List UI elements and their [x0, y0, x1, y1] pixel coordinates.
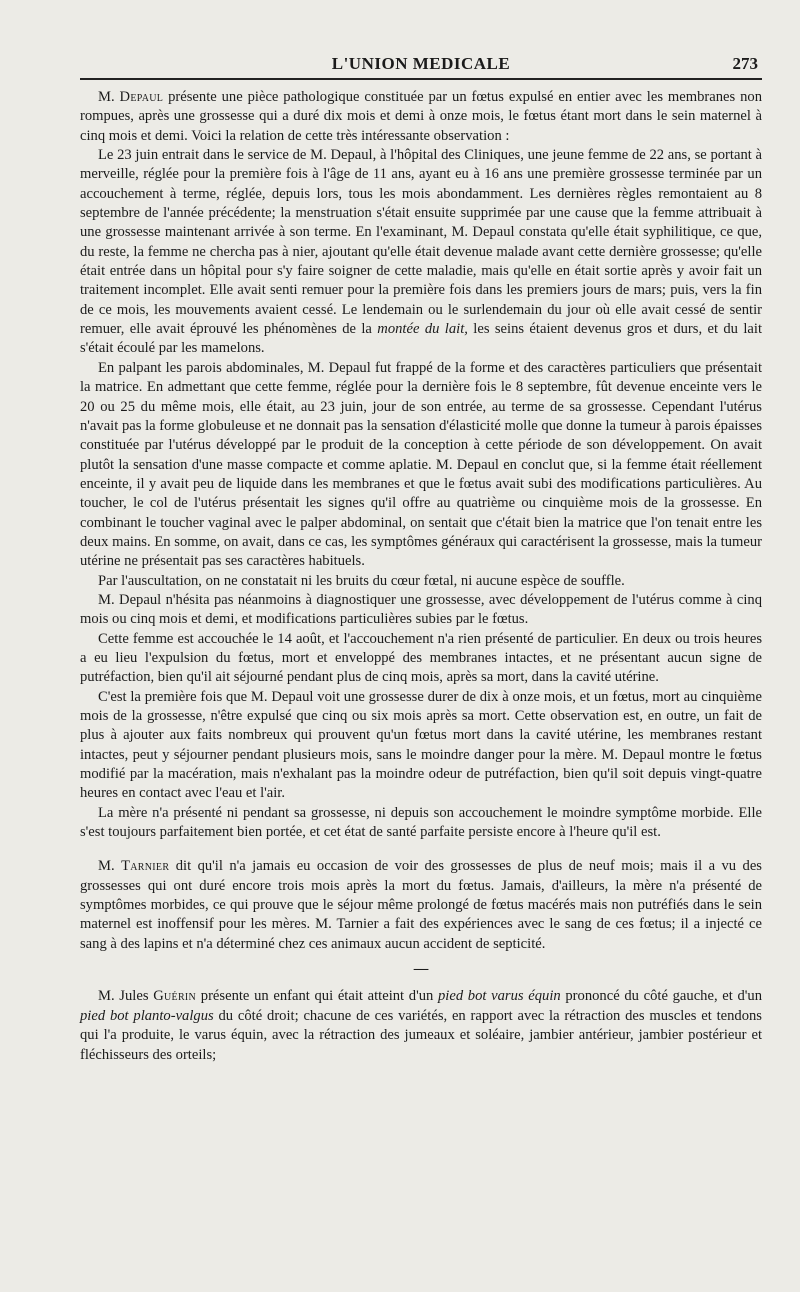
article-body: [80, 88, 762, 1065]
paragraph-text: En palpant les parois abdominales, M. Depaul fut frappé de la forme et des caractères particuliers que présentait la matrice. En admettant que cette femme, réglée pour la dernière fois le 8 septembre, fût devenue enceinte vers le 20 ou 25 du même mois, elle était, au 23 juin, jour de son entrée, au terme de sa grossesse. Cependant l'utérus n'avait pas la forme globuleuse et ne donnait pas la sensation d'élasticité molle que donne la tumeur à parois épaisses constituée par l'utérus développé par le produit de la conception à cette période de son développement. On avait plutôt la sensation d'une masse compacte et comme aplatie. M. Depaul en conclut que, si la femme était réellement enceinte, il y avait peu de liquide dans les membranes et que le fœtus avait subi des modifications particulières. Au toucher, le col de l'utérus présentait les signes qu'il offre au quatrième ou cinquième mois de la grossesse. En combinant le toucher vaginal avec le palper abdominal, on sentait que c'était bien la matrice que l'on tenait entre les deux mains. En somme, on avait, dans ce cas, les symptômes généraux qui caractérisent la grossesse, mais la tumeur utérine ne présentait pas ses caractères habituels.: [80, 359, 762, 570]
paragraph-text: présente une pièce pathologique constituée par un fœtus expulsé en entier avec les membranes non rompues, après une grossesse qui a duré dix mois et demi à onze mois, le fœtus étant mort dans le sein maternel à cinq mois et demi. Voici la relation de cette très intéressante observation :: [80, 89, 762, 144]
speaker-prefix: M.: [98, 89, 120, 105]
paragraph-text: Cette femme est accouchée le 14 août, et l'accouchement n'a rien présenté de particulier. En deux ou trois heures a eu lieu l'expulsion du fœtus, mort et enveloppé des membranes intactes, et ne présentant aucun signe de putréfaction, bien qu'il ait séjourné pendant plus de cinq mois, après sa mort, dans la cavité utérine.: [80, 630, 762, 686]
paragraph: [80, 857, 762, 954]
page-number: 273: [732, 54, 758, 73]
paragraph-text: M. Depaul n'hésita pas néanmoins à diagnostiquer une grossesse, avec développement de l'utérus comme à cinq mois ou cinq mois et demi, et modifications particulières subies par le fœtus.: [80, 591, 762, 628]
paragraph-text: du côté droit; chacune de ces variétés, en rapport avec la rétraction des muscles et tendons qui l'a produite, le varus équin, avec la rétraction des jumeaux et soléaire, jambier antérieur, jambier postérieur et fléchisseurs des orteils;: [80, 1007, 762, 1063]
paragraph: [80, 591, 762, 630]
italic-term: montée du lait,: [377, 321, 468, 338]
page-header: [80, 48, 762, 80]
italic-term: pied bot planto-valgus: [80, 1007, 214, 1024]
paragraph-text: Par l'auscultation, on ne constatait ni les bruits du cœur fœtal, ni aucune espèce de souffle.: [98, 572, 625, 589]
paragraph-text: C'est la première fois que M. Depaul voit une grossesse durer de dix à onze mois, et un fœtus, mort au cinquième mois de la grossesse, n'être expulsé que cinq ou six mois après sa mort. Cette observation est, en outre, un fait de plus à ajouter aux faits nombreux qui prouvent qu'un fœtus mort dans la cavité utérine, les membranes restant intactes, peut y séjourner pendant plusieurs mois, sans le moindre danger pour la mère. M. Depaul montre le fœtus modifié par la macération, mais n'exhalant pas la moindre odeur de putréfaction, bien qu'il soit depuis vingt-quatre heures en contact avec l'eau et l'air.: [80, 688, 762, 802]
speaker-name: Depaul: [119, 89, 164, 105]
paragraph-text: prononcé du côté gauche, et d'un: [560, 988, 763, 1005]
paragraph-text: La mère n'a présenté ni pendant sa grossesse, ni depuis son accouchement le moindre symptôme morbide. Elle s'est toujours parfaitement bien portée, et cet état de santé parfaite persiste encore à l'heure qu'il est.: [80, 804, 762, 841]
speaker-prefix: M. Jules: [98, 988, 154, 1005]
section-separator: —: [413, 961, 429, 978]
paragraph: [80, 630, 762, 688]
speaker-name: Guérin: [153, 988, 197, 1005]
speaker-name: Tarnier: [121, 858, 170, 875]
paragraph: [80, 688, 762, 804]
paragraph-text: Le 23 juin entrait dans le service de M. Depaul, à l'hôpital des Cliniques, une jeune femme de 22 ans, se portant à merveille, réglée pour la première fois à l'âge de 11 ans, ayant eu à 16 ans une première grossesse terminée par un accouchement à terme, réglée, depuis lors, tous les mois abondamment. Les dernières règles remontaient au 8 septembre de l'année précédente; la menstruation s'était ensuite supprimée par une cause que la femme attribuait à une grossesse maintenant arrivée à son terme. En l'examinant, M. Depaul constata qu'elle était syphilitique, ce que, du reste, la femme ne chercha pas à nier, ajoutant qu'elle était devenue malade avant cette dernière grossesse; qu'elle était entrée dans un hôpital pour s'y faire soigner de cette maladie, mais qu'elle en était sortie après y avoir fait un traitement incomplet. Elle avait senti remuer pour la première fois dans les premiers jours de mars; puis, vers la fin de ce mois, les mouvements avaient cessé. Le lendemain ou le surlendemain du jour où elle avait cessé de sentir remuer, elle avait éprouvé les phénomènes de la: [80, 147, 762, 338]
paragraph: [80, 88, 762, 146]
speaker-prefix: M.: [98, 858, 122, 875]
journal-title: L'UNION MEDICALE: [331, 54, 511, 73]
paragraph: [80, 572, 762, 591]
paragraph: [80, 804, 762, 843]
paragraph-text: présente un enfant qui était atteint d'un: [196, 988, 438, 1005]
paragraph: [80, 146, 762, 359]
paragraph: [80, 359, 762, 572]
italic-term: pied bot varus équin: [438, 988, 561, 1005]
paragraph-text: dit qu'il n'a jamais eu occasion de voir des grossesses de plus de neuf mois; mais il a vu des grossesses qui ont duré encore trois mois après la mort du fœtus. Jamais, d'ailleurs, la mère n'a présenté de symptômes morbides, ce qui prouve que le séjour même prolongé de fœtus macérés mais non putréfiés dans le sein maternel est inoffensif pour les mères. M. Tarnier a fait des expériences avec le sang de ces fœtus; il a injecté ce sang à des lapins et n'a déterminé chez ces animaux aucun accident de septicité.: [80, 858, 762, 952]
paragraph: [80, 987, 762, 1064]
paragraph-text: les seins étaient devenus gros et durs, et du lait s'était écoulé par les mamelons.: [80, 321, 762, 357]
